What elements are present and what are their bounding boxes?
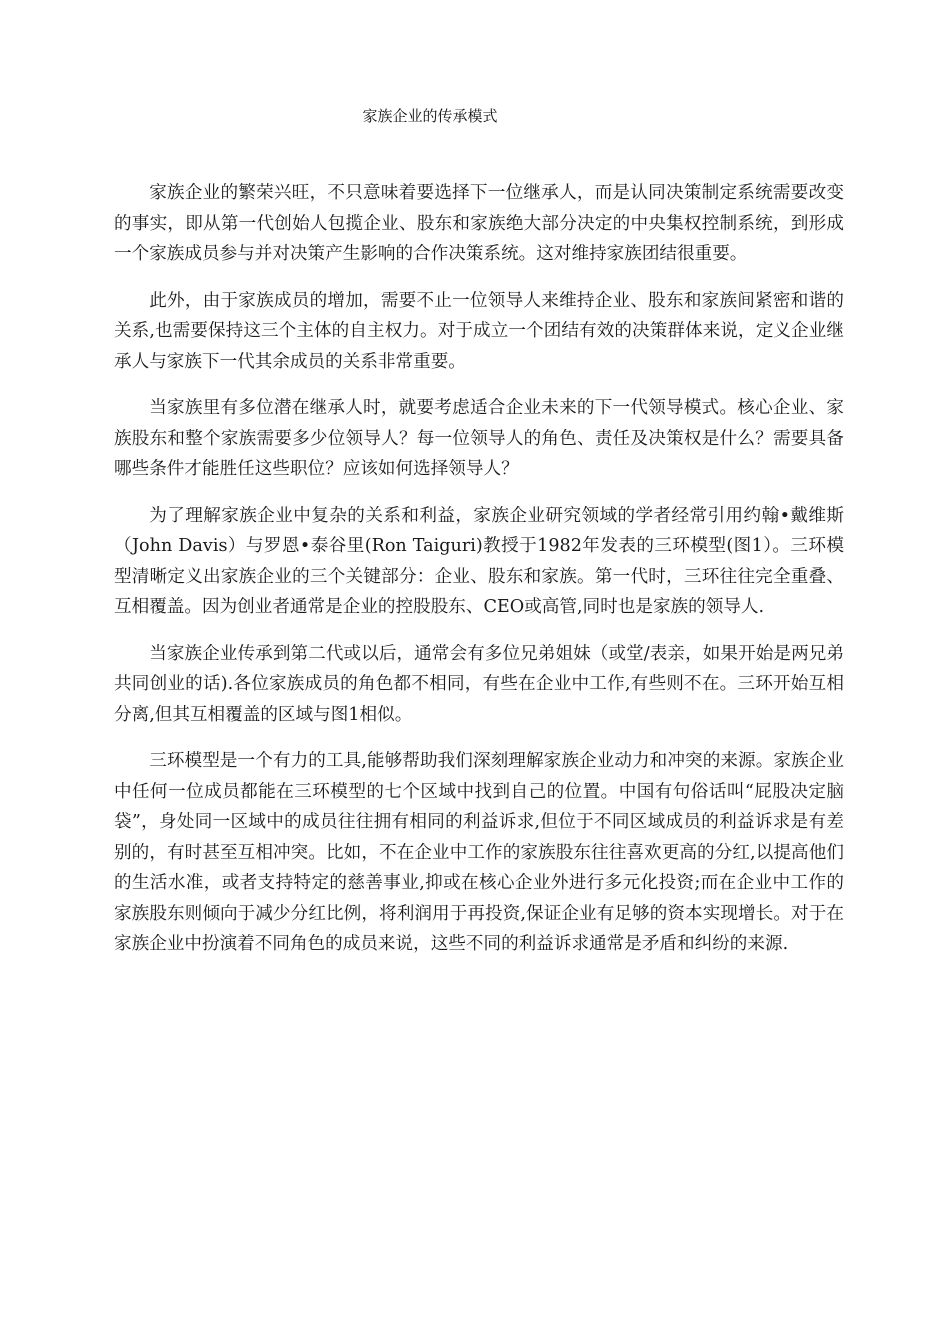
paragraph-6: 三环模型是一个有力的工具,能够帮助我们深刻理解家族企业动力和冲突的来源。家族企业中任何一位成员都能在三环模型的七个区域中找到自己的位置。中国有句俗话叫“屁股决定脑袋”，身处同一区域中的成员往往拥有相同的利益诉求,但位于不同区域成员的利益诉求是有差别的，有时甚至互相冲突。比如，不在企业中工作的家族股东往往喜欢更高的分红,以提高他们的生活水准，或者支持特定的慈善事业,抑或在核心企业外进行多元化投资;而在企业中工作的家族股东则倾向于减少分红比例，将利润用于再投资,保证企业有足够的资本实现增长。对于在家族企业中扮演着不同角色的成员来说，这些不同的利益诉求通常是矛盾和纠纷的来源. xyxy=(114,751,844,954)
paragraph-4: 为了理解家族企业中复杂的关系和利益，家族企业研究领域的学者经常引用约翰•戴维斯（John Davis）与罗恩•泰谷里(Ron Taiguri)教授于1982年发表的三环模型(图1）。三环模型清晰定义出家族企业的三个关键部分：企业、股东和家族。第一代时，三环往往完全重叠、互相覆盖。因为创业者通常是企业的控股股东、CEO或高管,同时也是家族的领导人. xyxy=(114,505,844,617)
paragraph-1: 家族企业的繁荣兴旺，不只意味着要选择下一位继承人，而是认同决策制定系统需要改变的事实，即从第一代创始人包揽企业、股东和家族绝大部分决定的中央集权控制系统，到形成一个家族成员参与并对决策产生影响的合作决策系统。这对维持家族团结很重要。 xyxy=(114,183,844,264)
paragraph-2: 此外，由于家族成员的增加，需要不止一位领导人来维持企业、股东和家族间紧密和谐的关系,也需要保持这三个主体的自主权力。对于成立一个团结有效的决策群体来说，定义企业继承人与家族下一代其余成员的关系非常重要。 xyxy=(114,290,844,372)
paragraph-3: 当家族里有多位潜在继承人时，就要考虑适合企业未来的下一代领导模式。核心企业、家族股东和整个家族需要多少位领导人？每一位领导人的角色、责任及决策权是什么？需要具备哪些条件才能胜任这些职位？应该如何选择领导人？ xyxy=(114,398,844,479)
document-title: 家族企业的传承模式 xyxy=(362,107,498,125)
document-body xyxy=(114,178,844,960)
paragraph-5: 当家族企业传承到第二代或以后，通常会有多位兄弟姐妹（或堂/表亲，如果开始是两兄弟共同创业的话).各位家族成员的角色都不相同，有些在企业中工作,有些则不在。三环开始互相分离,但其互相覆盖的区域与图1相似。 xyxy=(114,643,844,725)
